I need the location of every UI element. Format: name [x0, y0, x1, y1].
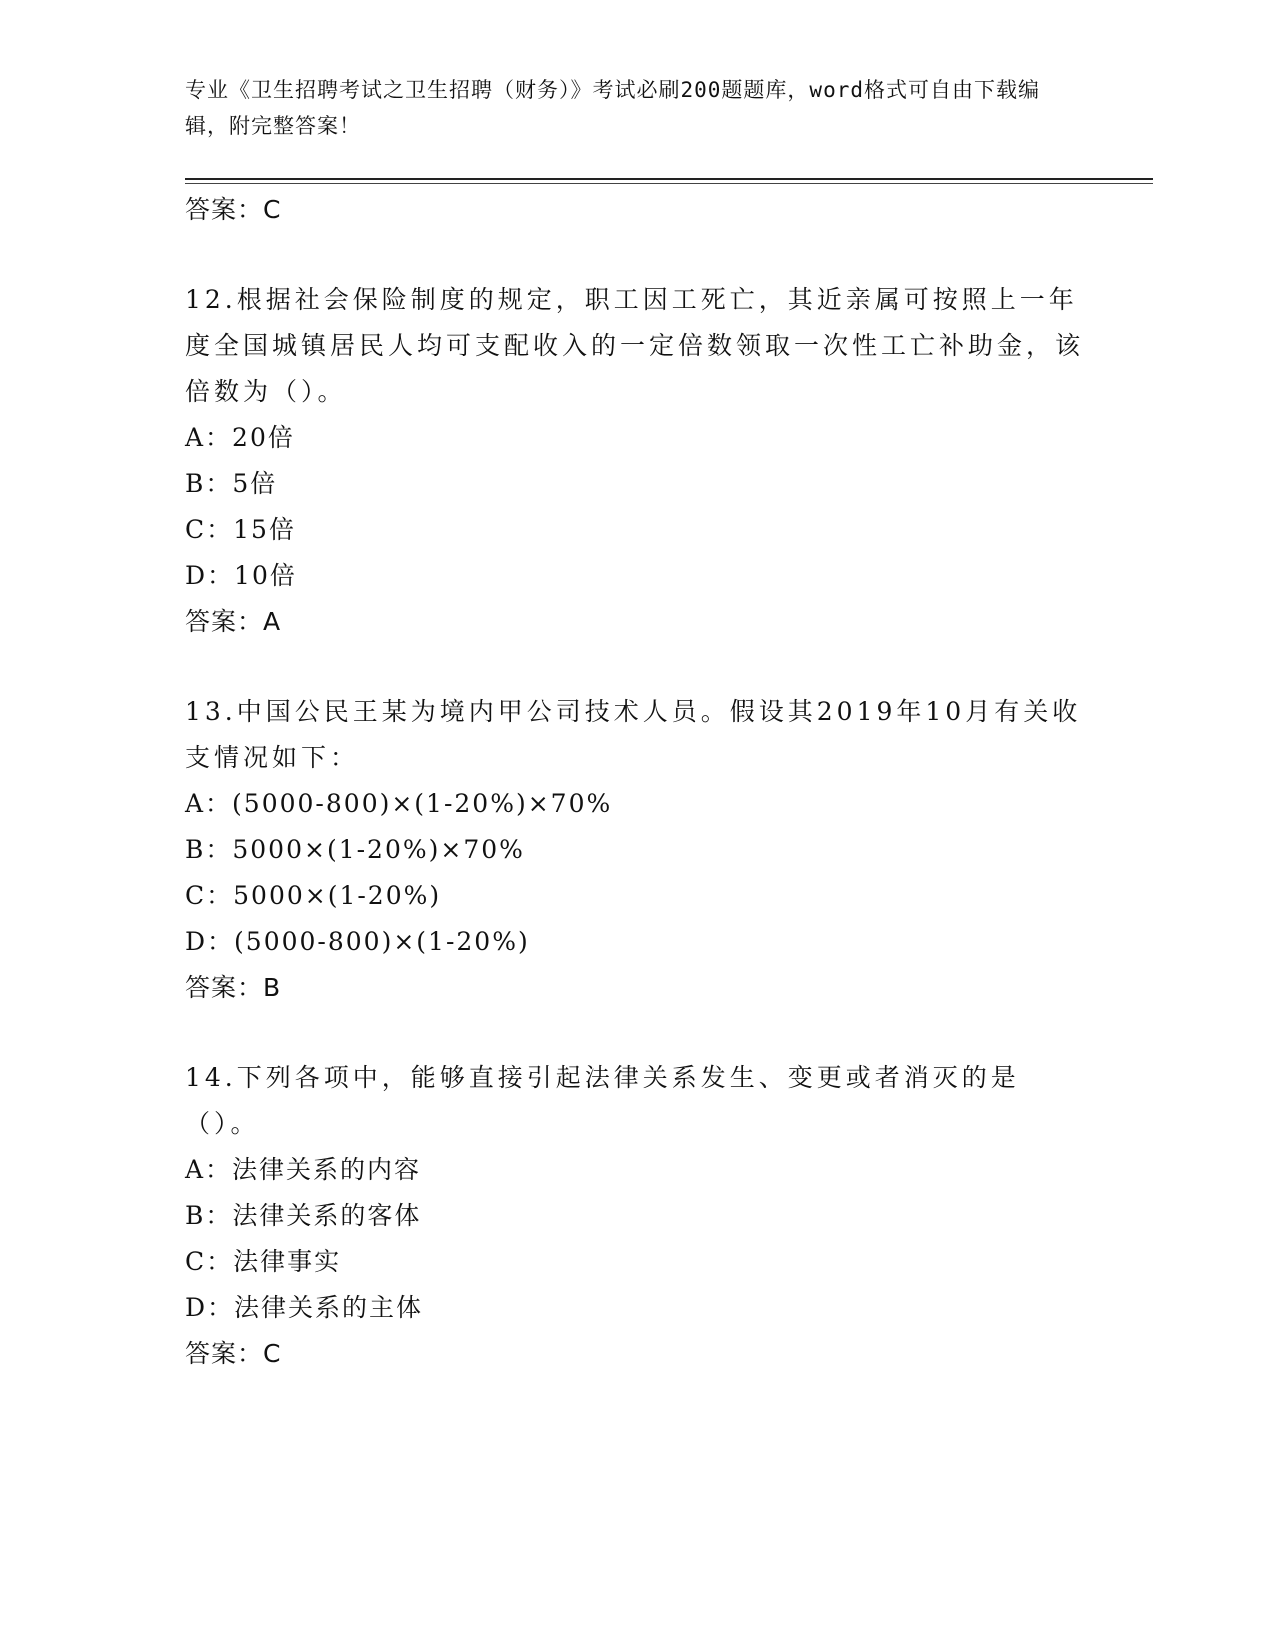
- header-divider: [185, 178, 1153, 180]
- option-a: A：(5000-800)×(1-20%)×70%: [185, 789, 613, 818]
- option-b: B：5000×(1-20%)×70%: [185, 835, 525, 864]
- question-stem: 13.中国公民王某为境内甲公司技术人员。假设其2019年10月有关收支情况如下：: [185, 697, 1082, 772]
- previous-answer: 答案：C: [185, 195, 282, 224]
- question-stem: 12.根据社会保险制度的规定，职工因工死亡，其近亲属可按照上一年度全国城镇居民人均可支配收入的一定倍数领取一次性工亡补助金，该倍数为（）。: [185, 285, 1085, 406]
- document-body: [185, 187, 1085, 1377]
- question-13: [185, 689, 1085, 1011]
- answer: 答案：A: [185, 607, 282, 636]
- option-b: B：5倍: [185, 469, 278, 498]
- question-12: [185, 277, 1085, 645]
- answer: 答案：C: [185, 1339, 282, 1368]
- option-b: B：法律关系的客体: [185, 1201, 422, 1230]
- option-a: A：20倍: [185, 423, 295, 452]
- option-d: D：10倍: [185, 561, 297, 590]
- option-d: D：(5000-800)×(1-20%): [185, 927, 530, 956]
- option-c: C：法律事实: [185, 1247, 342, 1276]
- option-c: C：15倍: [185, 515, 296, 544]
- answer: 答案：B: [185, 973, 282, 1002]
- question-stem: 14.下列各项中，能够直接引起法律关系发生、变更或者消灭的是（）。: [185, 1063, 1020, 1138]
- option-d: D：法律关系的主体: [185, 1293, 424, 1322]
- option-c: C：5000×(1-20%): [185, 881, 442, 910]
- question-14: [185, 1055, 1085, 1377]
- header-divider-thin: [185, 183, 1153, 184]
- option-a: A：法律关系的内容: [185, 1155, 422, 1184]
- page-header: 专业《卫生招聘考试之卫生招聘（财务）》考试必刷200题题库，word格式可自由下载编辑，附完整答案！: [185, 78, 1040, 138]
